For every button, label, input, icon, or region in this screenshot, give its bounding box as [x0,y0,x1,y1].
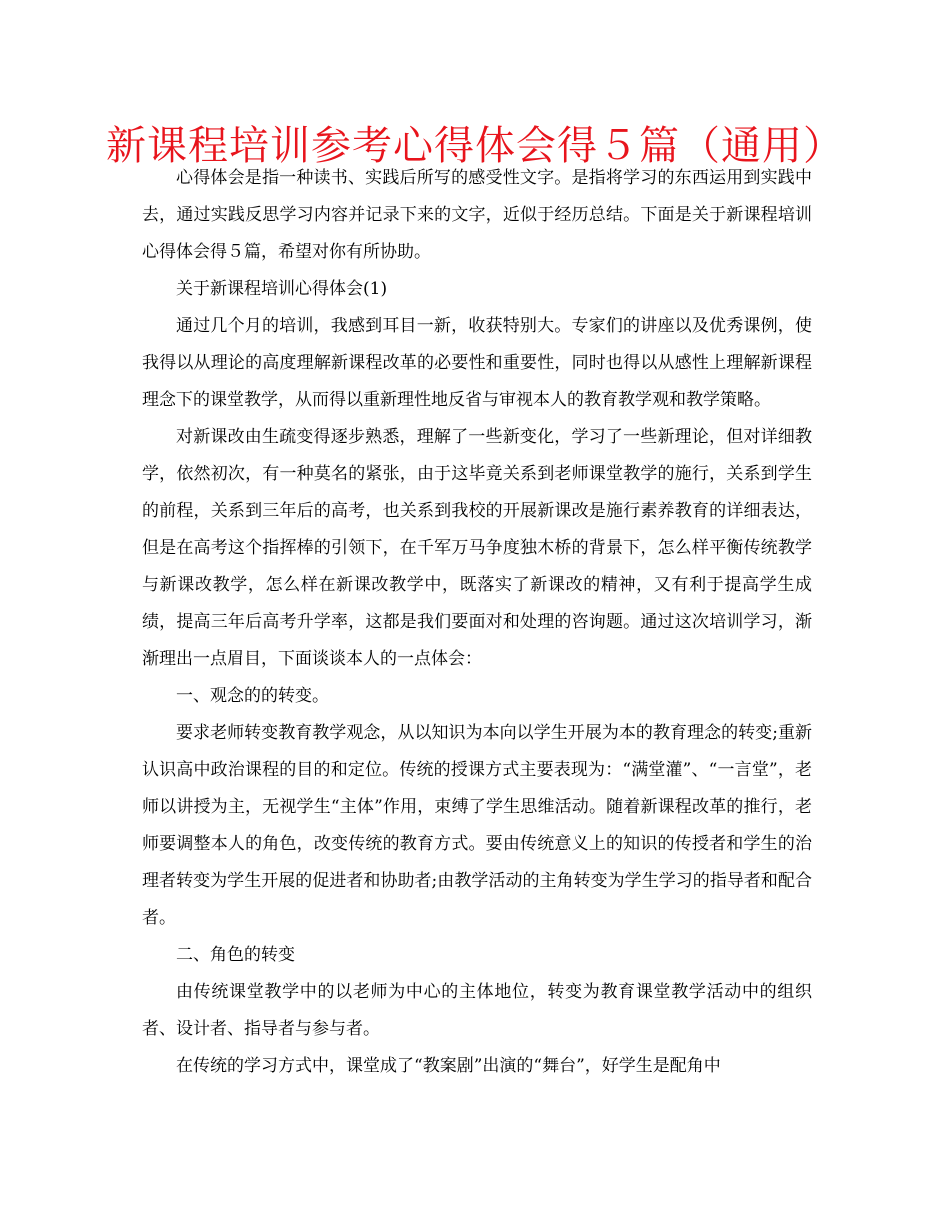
document-title: 新课程培训参考心得体会得５篇（通用） [106,123,844,169]
subheading-role-change: 二、角色的转变 [176,945,295,965]
paragraph-2: 对新课改由生疏变得逐步熟悉，理解了一些新变化，学习了一些新理论，但对详细教学，依然初次，有一种莫名的紧张，由于这毕竟关系到老师课堂教学的施行，关系到学生的前程，关系到三年后的高考，也关系到我校的开展新课改是施行素养教育的详细表达，但是在高考这个指挥棒的引领下，在千军万马争度独木桥的背景下，怎么样平衡传统教学与新课改教学，怎么样在新课改教学中，既落实了新课改的精神，又有利于提高学生成绩，提高三年后高考升学率，这都是我们要面对和处理的咨询题。通过这次培训学习，渐渐理出一点眉目，下面谈谈本人的一点体会： [142,427,812,669]
paragraph-3: 要求老师转变教育教学观念，从以知识为本向以学生开展为本的教育理念的转变;重新认识高中政治课程的目的和定位。传统的授课方式主要表现为：“满堂灌”、“一言堂”，老师以讲授为主，无视学生“主体”作用，束缚了学生思维活动。随着新课程改革的推行，老师要调整本人的角色，改变传统的教育方式。要由传统意义上的知识的传授者和学生的治理者转变为学生开展的促进者和协助者;由教学活动的主角转变为学生学习的指导者和配合者。 [142,723,812,928]
section-heading-1: 关于新课程培训心得体会(1) [176,279,388,299]
document-body [142,160,812,1085]
paragraph-5: 在传统的学习方式中，课堂成了“教案剧”出演的“舞台”，好学生是配角中 [176,1056,721,1076]
paragraph-intro: 心得体会是指一种读书、实践后所写的感受性文字。是指将学习的东西运用到实践中去，通过实践反思学习内容并记录下来的文字，近似于经历总结。下面是关于新课程培训心得体会得５篇，希望对你有所协助。 [142,168,812,262]
subheading-concept-change: 一、观念的的转变。 [176,686,329,706]
paragraph-4: 由传统课堂教学中的以老师为中心的主体地位，转变为教育课堂教学活动中的组织者、设计者、指导者与参与者。 [142,982,812,1039]
paragraph-1: 通过几个月的培训，我感到耳目一新，收获特别大。专家们的讲座以及优秀课例，使我得以从理论的高度理解新课程改革的必要性和重要性，同时也得以从感性上理解新课程理念下的课堂教学，从而得以重新理性地反省与审视本人的教育教学观和教学策略。 [142,316,812,410]
